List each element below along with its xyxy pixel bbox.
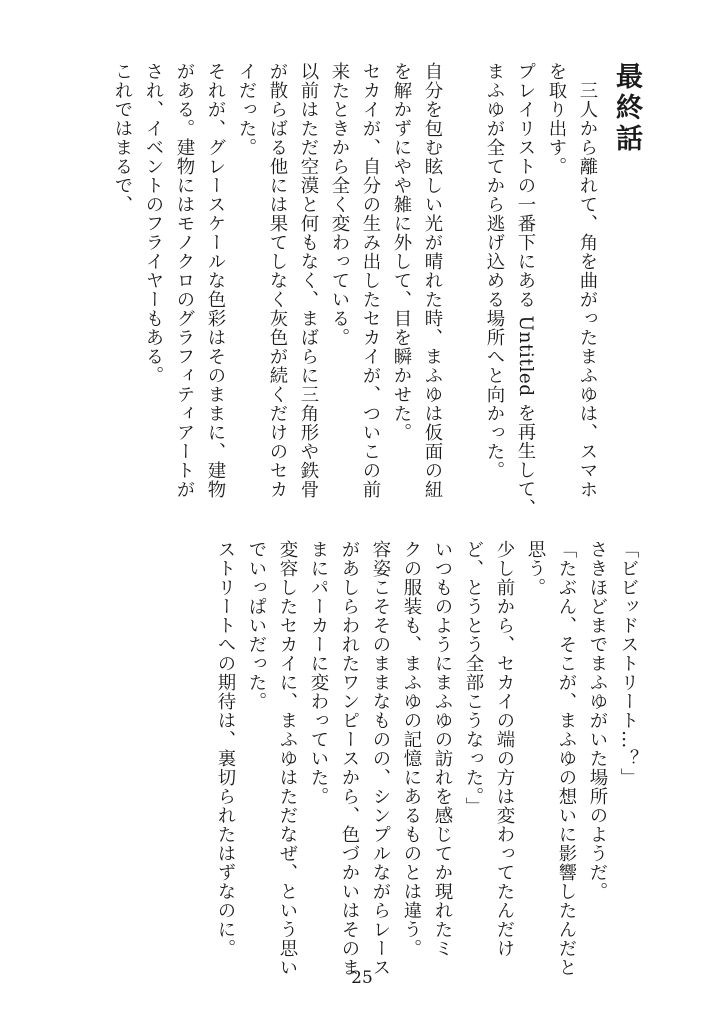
text-line: ど、とうとう全部こうなった。」 [463, 540, 484, 816]
text-line: ストリートへの期待は、裏切られたはずなのに。 [215, 540, 236, 958]
text-line: 来たときから全く変わっている。 [329, 62, 350, 347]
text-line: まにパーカーに変わっていた。 [308, 540, 329, 806]
text-line: さきほどまでまふゆがいた場所のようだ。 [587, 540, 608, 901]
text-line: でいっぱいだった。 [246, 540, 267, 711]
text-line: プレイリストの一番下にある Untitled を再生して、 [515, 62, 536, 518]
text-line: 以前はただ空漠と何もなく、まばらに三角形や鉄骨 [298, 62, 319, 499]
text-line: 「ビビッドストリート…？」 [618, 540, 639, 787]
text-line: が散らばる他には果てしなく灰色が続くだけのセカ [267, 62, 288, 499]
text-line: これではまるで、 [112, 62, 133, 214]
text-line: クの服装も、まふゆの記憶にあるものとは違う。 [401, 540, 422, 958]
text-line: それが、グレースケールな色彩はそのままに、建物 [205, 62, 226, 499]
text-line: イだった。 [236, 62, 257, 157]
chapter-title: 最終話 [611, 62, 642, 155]
text-line: 容姿こそそのままなものの、シンプルながらレース [370, 540, 391, 977]
text-line: があしらわれたワンピースから、色づかいはそのま [339, 540, 360, 977]
text-line: 変容したセカイに、まふゆはただなぜ、という思い [277, 540, 298, 977]
text-line: セカイが、自分の生み出したセカイが、ついこの前 [360, 62, 381, 499]
text-line: され、イベントのフライヤーもある。 [143, 62, 164, 385]
text-line: がある。建物にはモノクロのグラフィティアートが [174, 62, 195, 499]
text-line: 自分を包む眩しい光が晴れた時、まふゆは仮面の紐 [422, 62, 443, 499]
text-line: まふゆが全てから逃げ込める場所へと向かった。 [484, 62, 505, 480]
upper-text-block [73, 62, 603, 518]
paragraph-gap [448, 62, 479, 474]
text-line: 三人から離れて、角を曲がったまふゆは、スマホ [577, 62, 598, 499]
text-line: を解かずにやや雑に外して、目を瞬かせた。 [391, 62, 412, 442]
text-line: を取り出す。 [546, 62, 567, 176]
text-line: いつものようにまふゆの訪れを感じてか現れたミ [432, 540, 453, 958]
text-line: 「たぶん、そこが、まふゆの想いに影響したんだと [556, 540, 577, 977]
page-number: 25 [351, 968, 373, 988]
lower-text-block [73, 540, 644, 977]
text-line: 思う。 [525, 540, 546, 597]
text-line: 少し前から、セカイの端の方は変わってたんだけ [494, 540, 515, 958]
